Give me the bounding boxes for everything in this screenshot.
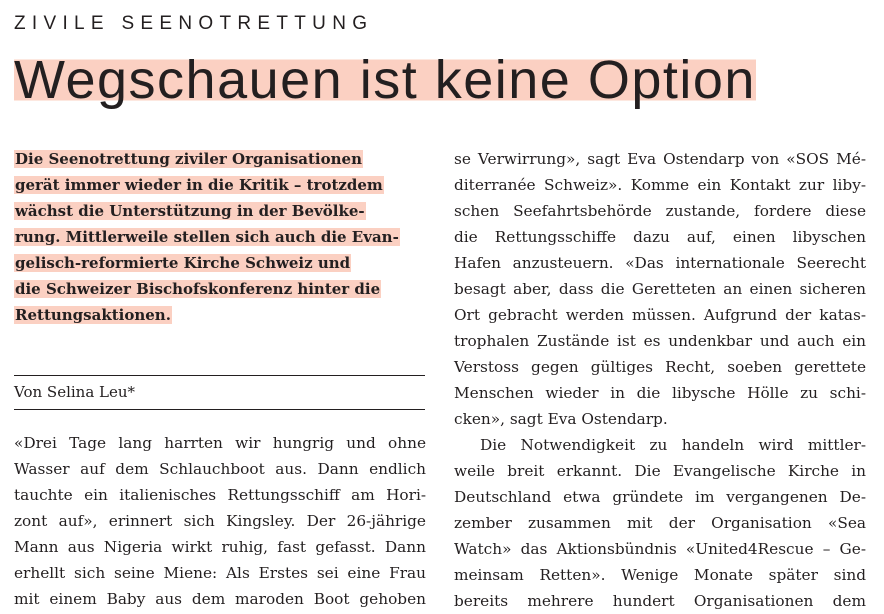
body-line: Deutschland etwa gründete im vergangenen De- bbox=[454, 488, 866, 506]
body-line: bereits mehrere hundert Organisationen dem bbox=[454, 592, 866, 610]
body-line: besagt aber, dass die Geretteten an einen sicheren bbox=[454, 280, 866, 298]
body-line: Watch» das Aktionsbündnis «United4Rescue – Ge- bbox=[454, 540, 866, 558]
body-column-left bbox=[14, 430, 426, 612]
body-line: Mann aus Nigeria wirkt ruhig, fast gefasst. Dann bbox=[14, 538, 426, 556]
body-line: Menschen wieder in die libysche Hölle zu schi- bbox=[454, 384, 866, 402]
byline-rule-top bbox=[14, 375, 425, 376]
body-line: zember zusammen mit der Organisation «Sea bbox=[454, 514, 866, 532]
body-line: cken», sagt Eva Ostendarp. bbox=[454, 410, 668, 428]
body-line: meinsam Retten». Wenige Monate später sind bbox=[454, 566, 866, 584]
body-line: Hafen anzusteuern. «Das internationale Seerecht bbox=[454, 254, 866, 272]
kicker: ZIVILE SEENOTRETTUNG bbox=[14, 13, 374, 34]
body-line: Ort gebracht werden müssen. Aufgrund der katas- bbox=[454, 306, 866, 324]
body-line: se Verwirrung», sagt Eva Ostendarp von «SOS Mé- bbox=[454, 150, 866, 168]
lead-line: gerät immer wieder in die Kritik – trotzdem bbox=[15, 176, 383, 194]
article-title-text: Wegschauen ist keine Option bbox=[14, 50, 756, 110]
byline-rule-bottom bbox=[14, 409, 425, 410]
lead-line: die Schweizer Bischofskonferenz hinter die bbox=[15, 280, 381, 298]
article-title bbox=[14, 48, 756, 112]
body-line: Verstoss gegen gültiges Recht, soeben gerettete bbox=[454, 358, 866, 376]
body-line: trophalen Zustände ist es undenkbar und auch ein bbox=[454, 332, 866, 350]
byline: Von Selina Leu* bbox=[14, 383, 136, 401]
lead-line: rung. Mittlerweile stellen sich auch die Evan- bbox=[15, 228, 399, 246]
body-line: weile breit erkannt. Die Evangelische Kirche in bbox=[454, 462, 866, 480]
lead-line: wächst die Unterstützung in der Bevölke- bbox=[15, 202, 365, 220]
body-line: diterranée Schweiz». Komme ein Kontakt zur liby- bbox=[454, 176, 866, 194]
lead-line: gelisch-reformierte Kirche Schweiz und bbox=[15, 254, 351, 272]
lead-line: Die Seenotrettung ziviler Organisationen bbox=[15, 150, 362, 168]
lead-line: Rettungsaktionen. bbox=[15, 306, 171, 324]
body-column-right bbox=[454, 146, 866, 614]
body-line: Die Notwendigkeit zu handeln wird mittler- bbox=[480, 436, 866, 454]
body-line: erhellt sich seine Miene: Als Erstes sei eine Frau bbox=[14, 564, 426, 582]
body-line: die Rettungsschiffe dazu auf, einen libyschen bbox=[454, 228, 866, 246]
body-line: mit einem Baby aus dem maroden Boot gehoben bbox=[14, 590, 426, 608]
body-line: tauchte ein italienisches Rettungsschiff am Hori- bbox=[14, 486, 426, 504]
body-line: zont auf», erinnert sich Kingsley. Der 26-jährige bbox=[14, 512, 426, 530]
body-line: «Drei Tage lang harrten wir hungrig und ohne bbox=[14, 434, 426, 452]
body-line: Wasser auf dem Schlauchboot aus. Dann endlich bbox=[14, 460, 426, 478]
body-line: schen Seefahrtsbehörde zustande, fordere diese bbox=[454, 202, 866, 220]
lead-paragraph bbox=[14, 146, 434, 328]
